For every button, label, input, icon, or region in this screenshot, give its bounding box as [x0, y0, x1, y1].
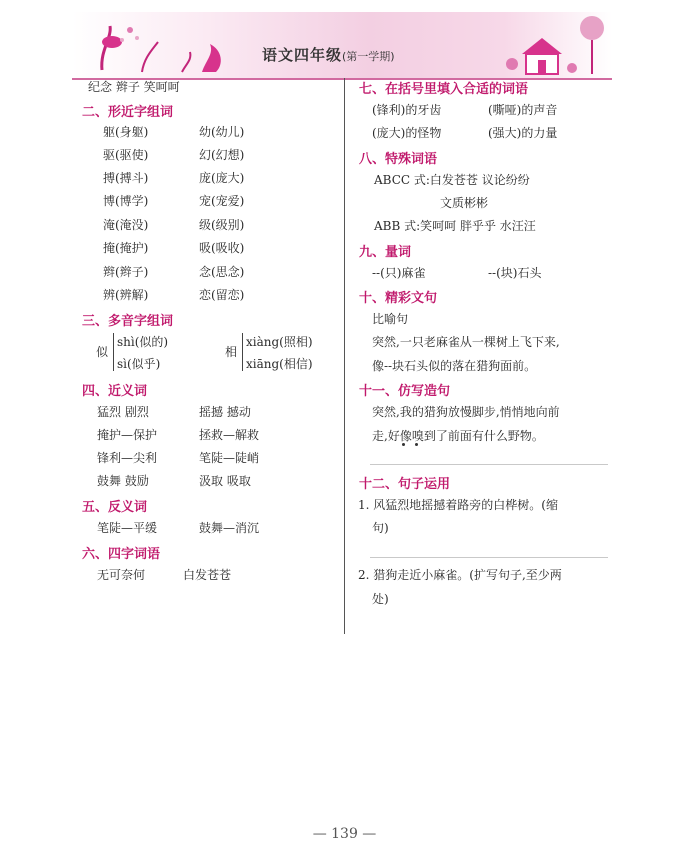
- list-item: 猛烈 剧烈: [97, 405, 149, 419]
- section-9-title: 九、量词: [359, 245, 412, 260]
- flower-decoration-icon: [82, 20, 232, 76]
- list-item: 掩护—保护: [97, 428, 158, 442]
- reading: sì(似乎): [117, 357, 161, 371]
- question: 句): [372, 521, 389, 535]
- list-item: 无可奈何: [97, 568, 146, 582]
- section-8-title: 八、特殊词语: [359, 152, 438, 167]
- column-divider: [344, 78, 345, 634]
- reading: shì(似的): [117, 335, 169, 349]
- list-item: 搏(搏斗): [103, 171, 149, 185]
- emphasis-dot: [415, 443, 418, 446]
- list-item: 庞(庞大): [199, 171, 245, 185]
- list-item: 躯(身躯): [103, 125, 149, 139]
- list-item: 淹(淹没): [103, 218, 149, 232]
- section-12-title: 十二、句子运用: [359, 477, 451, 492]
- list-item: --(只)麻雀: [372, 266, 426, 280]
- list-item: 驱(驱使): [103, 148, 149, 162]
- list-item: 笔陡—陡峭: [199, 451, 260, 465]
- list-item: (嘶哑)的声音: [488, 103, 558, 117]
- list-item: 汲取 吸取: [199, 474, 251, 488]
- text-line: 比喻句: [372, 312, 409, 326]
- section-5-title: 五、反义词: [82, 500, 148, 515]
- list-item: 摇撼 撼动: [199, 405, 251, 419]
- page-number: — 139 —: [312, 826, 377, 842]
- polyphone-char: 似: [96, 345, 109, 359]
- text-line: ABCC 式:白发苍苍 议论纷纷: [374, 173, 530, 187]
- list-item: (锋利)的牙齿: [372, 103, 442, 117]
- list-item: 幼(幼儿): [199, 125, 245, 139]
- list-item: 宠(宠爱): [199, 194, 245, 208]
- brace: [242, 333, 243, 371]
- text-line: 像--块石头似的落在猎狗面前。: [372, 359, 537, 373]
- list-item: 恋(留恋): [199, 288, 245, 302]
- list-item: 鼓舞 鼓励: [97, 474, 149, 488]
- list-item: (强大)的力量: [488, 126, 558, 140]
- list-item: (庞大)的怪物: [372, 126, 442, 140]
- list-item: 掩(掩护): [103, 241, 149, 255]
- text-line: 突然,一只老麻雀从一棵树上飞下来,: [372, 335, 560, 349]
- list-item: 辨(辨解): [103, 288, 149, 302]
- reading: xiàng(照相): [246, 335, 313, 349]
- question: 1. 风猛烈地摇撼着路旁的白桦树。(缩: [358, 498, 558, 512]
- list-item: 笔陡—平缓: [97, 521, 158, 535]
- top-line: 纪念 辫子 笑呵呵: [88, 80, 180, 94]
- list-item: 吸(吸收): [199, 241, 245, 255]
- list-item: 辫(辫子): [103, 265, 149, 279]
- section-11-title: 十一、仿写造句: [359, 384, 451, 399]
- list-item: 拯救—解救: [199, 428, 260, 442]
- list-item: 锋利—尖利: [97, 451, 158, 465]
- answer-line: [370, 464, 608, 465]
- brace: [113, 333, 114, 371]
- reading: xiāng(相信): [246, 357, 313, 371]
- section-10-title: 十、精彩文句: [359, 291, 438, 306]
- list-item: 白发苍苍: [183, 568, 232, 582]
- question: 处): [372, 592, 389, 606]
- list-item: --(块)石头: [488, 266, 542, 280]
- polyphone-char: 相: [225, 345, 238, 359]
- list-item: 博(博学): [103, 194, 149, 208]
- question: 2. 猎狗走近小麻雀。(扩写句子,至少两: [358, 568, 562, 582]
- section-3-title: 三、多音字组词: [82, 314, 174, 329]
- house-decoration-icon: [502, 14, 610, 78]
- page-header: [72, 12, 612, 80]
- list-item: 级(级别): [199, 218, 245, 232]
- section-6-title: 六、四字词语: [82, 547, 161, 562]
- answer-line: [370, 557, 608, 558]
- text-line: ABB 式:笑呵呵 胖乎乎 水汪汪: [374, 219, 536, 233]
- list-item: 幻(幻想): [199, 148, 245, 162]
- page-title: 语文四年级(第一学期): [262, 46, 395, 64]
- text-line: 文质彬彬: [440, 196, 489, 210]
- list-item: 鼓舞—消沉: [199, 521, 260, 535]
- text-line: 走,好像嗅到了前面有什么野物。: [372, 429, 544, 443]
- emphasis-dot: [402, 443, 405, 446]
- section-4-title: 四、近义词: [82, 384, 148, 399]
- section-7-title: 七、在括号里填入合适的词语: [359, 82, 529, 97]
- text-line: 突然,我的猎狗放慢脚步,悄悄地向前: [372, 405, 560, 419]
- list-item: 念(思念): [199, 265, 245, 279]
- section-2-title: 二、形近字组词: [82, 105, 174, 120]
